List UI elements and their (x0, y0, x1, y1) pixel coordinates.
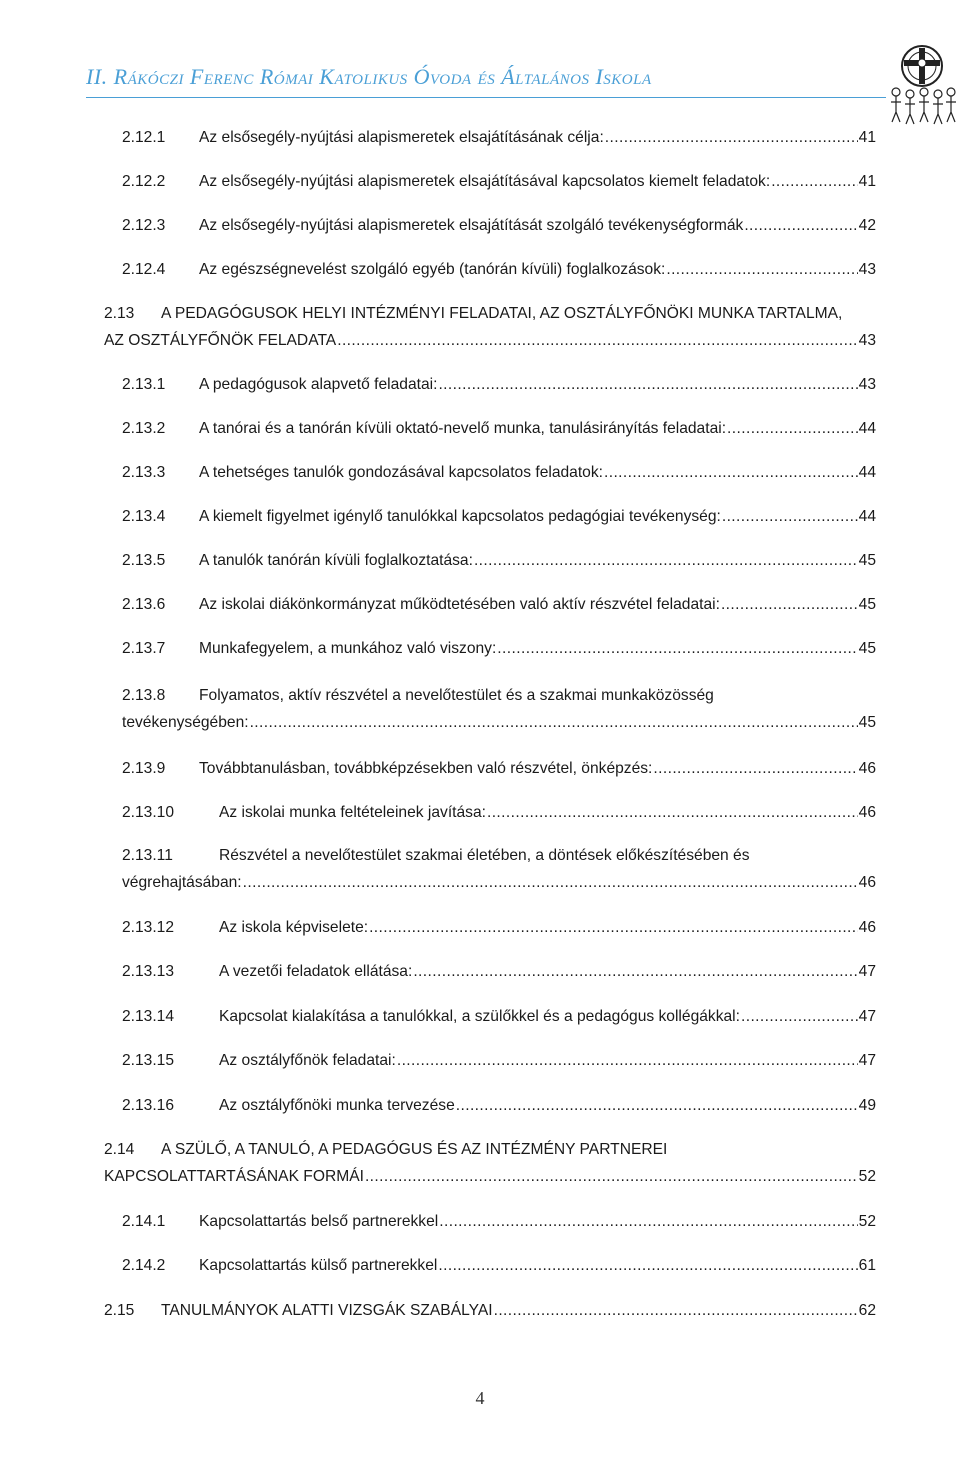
toc-entry[interactable] (122, 914, 876, 941)
toc-title: Folyamatos, aktív részvétel a nevelőtestület és a szakmai munkaközösség (199, 687, 714, 704)
toc-number: 2.13.7 (122, 640, 166, 657)
toc-number: 2.13.16 (122, 1097, 175, 1114)
toc-number: 2.14 (104, 1141, 135, 1158)
toc-page: 45 (858, 640, 876, 657)
toc-title: Kapcsolattartás belső partnerekkel (199, 1213, 439, 1230)
toc-title: TANULMÁNYOK ALATTI VIZSGÁK SZABÁLYAI (161, 1302, 493, 1319)
toc-entry[interactable] (122, 547, 876, 574)
toc-page: 43 (858, 261, 876, 278)
toc-entry[interactable] (122, 415, 876, 442)
toc-entry[interactable] (122, 1252, 876, 1279)
toc-number: 2.13.3 (122, 464, 166, 481)
toc-page: 61 (858, 1257, 876, 1274)
toc-title: Az elsősegély-nyújtási alapismeretek elsajátításával kapcsolatos kiemelt feladatok: (199, 173, 771, 190)
toc-title: A tanulók tanórán kívüli foglalkoztatása: (199, 552, 473, 569)
toc-entry[interactable] (122, 1092, 876, 1119)
toc-number: 2.13 (104, 305, 135, 322)
toc-page: 46 (858, 804, 876, 821)
toc-title: A kiemelt figyelmet igénylő tanulókkal kapcsolatos pedagógiai tevékenység: (199, 508, 721, 525)
toc-page: 49 (858, 1097, 876, 1114)
toc-number: 2.14.1 (122, 1213, 166, 1230)
toc-title: Kapcsolat kialakítása a tanulókkal, a szülőkkel és a pedagógus kollégákkal: (219, 1008, 740, 1025)
page-number: 4 (475, 1388, 485, 1408)
toc-number: 2.13.10 (122, 804, 175, 821)
toc-page: 45 (858, 714, 876, 731)
toc-entry[interactable] (122, 371, 876, 398)
toc-entry[interactable] (122, 256, 876, 283)
school-crest-icon (888, 42, 958, 142)
toc-entry[interactable] (122, 682, 876, 736)
toc-page: 62 (858, 1302, 876, 1319)
toc-entry[interactable] (104, 300, 876, 354)
toc-page: 44 (858, 420, 876, 437)
toc-title-continued: KAPCSOLATTARTÁSÁNAK FORMÁI (104, 1168, 364, 1185)
toc-number: 2.13.12 (122, 919, 175, 936)
toc-title: Az iskolai munka feltételeinek javítása: (219, 804, 486, 821)
toc-page: 45 (858, 596, 876, 613)
toc-entry[interactable] (122, 755, 876, 782)
toc-number: 2.13.13 (122, 963, 175, 980)
toc-title: A tanórai és a tanórán kívüli oktató-nevelő munka, tanulásirányítás feladatai: (199, 420, 727, 437)
toc-number: 2.13.2 (122, 420, 166, 437)
toc-page: 41 (858, 129, 876, 146)
toc-title: Kapcsolattartás külső partnerekkel (199, 1257, 438, 1274)
toc-title: Az osztályfőnök feladatai: (219, 1052, 396, 1069)
toc-page: 42 (858, 217, 876, 234)
toc-number: 2.13.8 (122, 687, 166, 704)
toc-entry[interactable] (122, 212, 876, 239)
toc-title: Továbbtanulásban, továbbképzésekben való részvétel, önképzés: (199, 760, 653, 777)
toc-number: 2.15 (104, 1302, 135, 1319)
toc-entry[interactable] (122, 958, 876, 985)
toc-page: 46 (858, 874, 876, 891)
toc-number: 2.12.1 (122, 129, 166, 146)
toc-page: 43 (858, 332, 876, 349)
toc-entry[interactable] (122, 1047, 876, 1074)
toc-title: Az iskolai diákönkormányzat működtetésében való aktív részvétel feladatai: (199, 596, 720, 613)
toc-entry[interactable] (104, 1136, 876, 1190)
header-school-name: II. Rákóczi Ferenc Római Katolikus Óvoda és Általános Iskola (86, 64, 652, 89)
toc-title: Részvétel a nevelőtestület szakmai életében, a döntések előkészítésében és (219, 847, 750, 864)
toc-page: 52 (858, 1213, 876, 1230)
toc-page: 52 (858, 1168, 876, 1185)
toc-title-continued: végrehajtásában: (122, 874, 242, 891)
toc-title: Az elsősegély-nyújtási alapismeretek elsajátítását szolgáló tevékenységformák (199, 217, 744, 234)
toc-title: A pedagógusok alapvető feladatai: (199, 376, 438, 393)
toc-title: A vezetői feladatok ellátása: (219, 963, 413, 980)
toc-page: 43 (858, 376, 876, 393)
toc-title: A PEDAGÓGUSOK HELYI INTÉZMÉNYI FELADATAI, AZ OSZTÁLYFŐNÖKI MUNKA TARTALMA, (161, 305, 843, 322)
toc-number: 2.13.15 (122, 1052, 175, 1069)
toc-entry[interactable] (122, 1003, 876, 1030)
toc-entry[interactable] (122, 459, 876, 486)
toc-number: 2.13.1 (122, 376, 166, 393)
toc-number: 2.13.5 (122, 552, 166, 569)
toc-page: 47 (858, 1008, 876, 1025)
toc-entry[interactable] (122, 1208, 876, 1235)
toc-number: 2.13.11 (122, 847, 173, 864)
toc-title: Az osztályfőnöki munka tervezése (219, 1097, 455, 1114)
header-divider (86, 97, 886, 98)
toc-page: 44 (858, 508, 876, 525)
toc-title-continued: tevékenységében: (122, 714, 249, 731)
toc-entry[interactable] (122, 168, 876, 195)
toc-page: 47 (858, 963, 876, 980)
toc-entry[interactable] (122, 591, 876, 618)
toc-entry[interactable] (122, 124, 876, 151)
toc-number: 2.13.14 (122, 1008, 175, 1025)
toc-entry[interactable] (122, 842, 876, 896)
toc-title-continued: AZ OSZTÁLYFŐNÖK FELADATA (104, 332, 337, 349)
toc-page: 46 (858, 919, 876, 936)
toc-title: A SZÜLŐ, A TANULÓ, A PEDAGÓGUS ÉS AZ INTÉZMÉNY PARTNEREI (161, 1141, 668, 1158)
toc-title: Az egészségnevelést szolgáló egyéb (tanórán kívüli) foglalkozások: (199, 261, 666, 278)
toc-number: 2.13.6 (122, 596, 166, 613)
toc-title: Az iskola képviselete: (219, 919, 369, 936)
toc-entry[interactable] (122, 799, 876, 826)
toc-number: 2.13.4 (122, 508, 166, 525)
toc-page: 46 (858, 760, 876, 777)
toc-title: A tehetséges tanulók gondozásával kapcsolatos feladatok: (199, 464, 603, 481)
toc-entry[interactable] (104, 1297, 876, 1324)
toc-entry[interactable] (122, 635, 876, 662)
toc-title: Munkafegyelem, a munkához való viszony: (199, 640, 497, 657)
toc-number: 2.14.2 (122, 1257, 166, 1274)
toc-title: Az elsősegély-nyújtási alapismeretek elsajátításának célja: (199, 129, 604, 146)
toc-number: 2.12.2 (122, 173, 166, 190)
toc-page: 45 (858, 552, 876, 569)
toc-page: 44 (858, 464, 876, 481)
toc-number: 2.12.4 (122, 261, 166, 278)
toc-number: 2.13.9 (122, 760, 166, 777)
toc-page: 47 (858, 1052, 876, 1069)
toc-page: 41 (858, 173, 876, 190)
toc-number: 2.12.3 (122, 217, 166, 234)
toc-entry[interactable] (122, 503, 876, 530)
